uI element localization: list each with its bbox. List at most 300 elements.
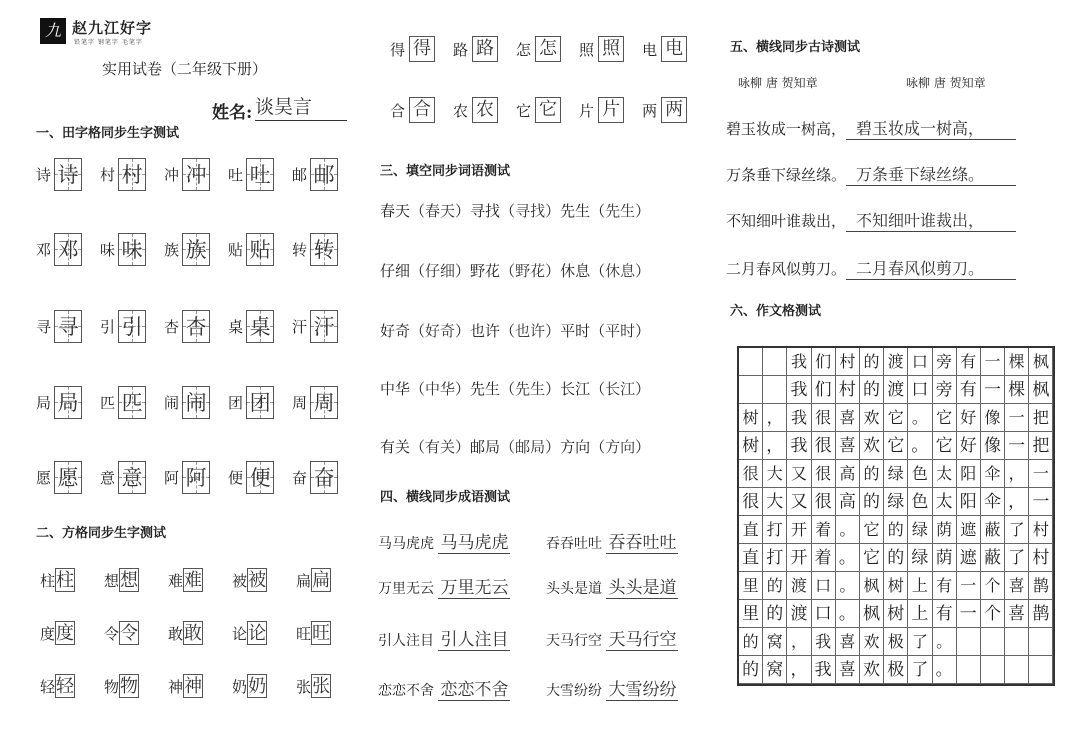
handwritten-char: 吐 <box>249 162 271 187</box>
composition-cell: 渡 <box>787 572 811 600</box>
prompt-char: 物 <box>104 677 120 696</box>
composition-cell: 。 <box>908 432 932 460</box>
composition-cell: 一 <box>957 572 981 600</box>
tianzi-cell <box>310 158 338 191</box>
fill-close: ） <box>545 202 561 220</box>
poem-answer: 碧玉妆成一树高， <box>846 116 1016 140</box>
composition-cell: 。 <box>933 628 957 656</box>
fill-close: ） <box>455 380 471 398</box>
composition-cell: 一 <box>957 600 981 628</box>
composition-cell: 大 <box>763 488 787 516</box>
composition-cell: 树 <box>739 432 763 460</box>
composition-cell <box>763 348 787 376</box>
composition-cell: 我 <box>787 432 811 460</box>
tianzi-cell <box>54 158 82 191</box>
prompt-char: 村 <box>100 165 116 184</box>
composition-cell: 阳 <box>957 488 981 516</box>
prompt-char: 合 <box>390 101 406 120</box>
composition-cell: 口 <box>812 572 836 600</box>
prompt-char: 度 <box>40 624 56 643</box>
poem-prompt: 碧玉妆成一树高， <box>726 120 847 138</box>
composition-cell: 的 <box>860 376 884 404</box>
composition-cell: 我 <box>812 656 836 684</box>
prompt-char: 令 <box>104 624 120 643</box>
composition-cell: 荫 <box>933 516 957 544</box>
prompt-char: 匹 <box>100 393 116 412</box>
handwritten-char: 族 <box>185 237 207 262</box>
fangge-cell: 想 <box>120 570 139 591</box>
prompt-char: 论 <box>232 624 248 643</box>
tianzi-row <box>36 307 356 345</box>
composition-cell <box>739 376 763 404</box>
handwritten-char: 闹 <box>185 390 207 415</box>
composition-cell: 。 <box>836 544 860 572</box>
prompt-char: 团 <box>228 393 244 412</box>
composition-cell: 开 <box>787 516 811 544</box>
composition-cell: 它 <box>884 432 908 460</box>
fill-prompt: 休息（ <box>560 262 606 280</box>
tianzi-cell <box>246 158 274 191</box>
composition-cell: 喜 <box>836 404 860 432</box>
fill-prompt: 方向（ <box>560 438 606 456</box>
idiom-item <box>546 625 678 651</box>
prompt-char: 汗 <box>292 317 308 336</box>
poem-line <box>726 208 1016 232</box>
idiom-prompt: 引人注目 <box>378 633 439 649</box>
poem-line <box>726 256 1016 280</box>
middle-char-row <box>390 97 705 123</box>
composition-cell: 的 <box>739 656 763 684</box>
idiom-prompt: 吞吞吐吐 <box>546 536 607 552</box>
composition-cell: 上 <box>908 572 932 600</box>
fill-close: ） <box>635 438 651 456</box>
composition-grid <box>737 346 1055 686</box>
handwritten-char: 局 <box>57 390 79 415</box>
fill-prompt: 平时（ <box>560 322 606 340</box>
tianzi-cell <box>118 310 146 343</box>
prompt-char: 轻 <box>40 677 56 696</box>
tianzi-cell <box>310 386 338 419</box>
composition-cell: 蔽 <box>981 516 1005 544</box>
composition-cell: 伞 <box>981 488 1005 516</box>
composition-row <box>739 516 1053 544</box>
composition-cell: 树 <box>884 600 908 628</box>
composition-cell: 一 <box>981 376 1005 404</box>
tianzi-cell <box>310 310 338 343</box>
idiom-answer: 恋恋不舍 <box>438 675 510 701</box>
handwritten-char: 寻 <box>57 314 79 339</box>
composition-cell: 们 <box>812 348 836 376</box>
prompt-char: 照 <box>579 40 595 59</box>
fill-prompt: 邮局（ <box>470 438 516 456</box>
fill-answer: 先生 <box>515 380 546 398</box>
fangge-cell: 扁 <box>312 570 331 591</box>
prompt-char: 两 <box>642 101 658 120</box>
composition-cell: 窝 <box>763 656 787 684</box>
tianzi-row <box>36 230 356 268</box>
composition-cell: 色 <box>908 460 932 488</box>
fangge-cell: 轻 <box>56 676 75 697</box>
composition-cell: 色 <box>908 488 932 516</box>
idiom-answer: 头头是道 <box>606 573 678 599</box>
composition-row <box>739 432 1053 460</box>
document-title: 实用试卷（二年级下册） <box>102 60 268 78</box>
poem-prompt: 不知细叶谁裁出， <box>726 212 847 230</box>
fangge-cell: 被 <box>248 570 267 591</box>
fill-close: ） <box>635 262 651 280</box>
fill-answer: 春天 <box>425 202 456 220</box>
composition-cell: 欢 <box>860 404 884 432</box>
poem-answer: 万条垂下绿丝绦。 <box>846 162 1016 186</box>
idiom-item <box>378 675 510 701</box>
composition-cell: 窝 <box>763 628 787 656</box>
composition-cell: 里 <box>739 572 763 600</box>
fangge-cell: 张 <box>312 676 331 697</box>
char-box: 怎 <box>535 36 561 62</box>
composition-cell: 太 <box>933 488 957 516</box>
handwritten-char: 愿 <box>57 465 79 490</box>
composition-cell: 村 <box>1029 516 1053 544</box>
handwritten-char: 阿 <box>185 465 207 490</box>
composition-cell: 它 <box>860 516 884 544</box>
char-box: 路 <box>472 36 498 62</box>
composition-cell: 我 <box>812 628 836 656</box>
composition-cell: 极 <box>884 656 908 684</box>
fill-answer: 好奇 <box>425 322 456 340</box>
composition-cell <box>739 348 763 376</box>
composition-cell: 村 <box>1029 544 1053 572</box>
composition-cell: 鹊 <box>1029 572 1053 600</box>
composition-cell: 遮 <box>957 544 981 572</box>
composition-cell: 枫 <box>1029 376 1053 404</box>
composition-cell: 渡 <box>884 348 908 376</box>
composition-cell: 的 <box>884 516 908 544</box>
fill-row <box>380 260 650 281</box>
handwritten-char: 便 <box>249 465 271 490</box>
prompt-char: 引 <box>100 317 116 336</box>
fill-close: ） <box>635 322 651 340</box>
composition-cell: 一 <box>1029 460 1053 488</box>
composition-cell: 们 <box>812 376 836 404</box>
prompt-char: 杏 <box>164 317 180 336</box>
composition-cell: 打 <box>763 544 787 572</box>
prompt-char: 冲 <box>164 165 180 184</box>
idiom-answer: 大雪纷纷 <box>606 675 678 701</box>
composition-cell: 欢 <box>860 628 884 656</box>
composition-cell: 口 <box>908 348 932 376</box>
idiom-answer: 引人注目 <box>438 625 510 651</box>
fill-answer: 野花 <box>515 262 546 280</box>
composition-cell: 着 <box>812 516 836 544</box>
fill-close: ） <box>545 438 561 456</box>
prompt-char: 片 <box>579 101 595 120</box>
poem-author-right: 咏柳 唐 贺知章 <box>906 76 986 90</box>
composition-cell: 枫 <box>1029 348 1053 376</box>
composition-row <box>739 628 1053 656</box>
poem-line <box>726 116 1016 140</box>
prompt-char: 邮 <box>292 165 308 184</box>
composition-cell: 村 <box>836 348 860 376</box>
composition-cell: 一 <box>1005 404 1029 432</box>
tianzi-cell <box>310 461 338 494</box>
composition-cell: 树 <box>884 572 908 600</box>
fill-row <box>380 436 650 457</box>
composition-cell: 了 <box>1005 544 1029 572</box>
prompt-char: 意 <box>100 468 116 487</box>
fangge-row <box>40 673 360 699</box>
tianzi-cell <box>118 386 146 419</box>
composition-cell: 我 <box>787 404 811 432</box>
handwritten-char: 村 <box>121 162 143 187</box>
tianzi-cell <box>54 461 82 494</box>
composition-cell: ， <box>763 404 787 432</box>
composition-cell: 旁 <box>933 376 957 404</box>
composition-cell: 棵 <box>1005 348 1029 376</box>
composition-cell: ， <box>1005 460 1029 488</box>
fill-prompt: 长江（ <box>560 380 606 398</box>
composition-cell: 喜 <box>836 656 860 684</box>
composition-cell: 很 <box>812 460 836 488</box>
poem-author-left: 咏柳 唐 贺知章 <box>738 76 818 90</box>
composition-cell: 。 <box>836 516 860 544</box>
fill-close: ） <box>545 322 561 340</box>
composition-cell <box>957 628 981 656</box>
fill-answer: 寻找 <box>515 202 546 220</box>
composition-cell: 我 <box>787 348 811 376</box>
composition-cell: 像 <box>981 404 1005 432</box>
idiom-prompt: 万里无云 <box>378 581 439 597</box>
prompt-char: 电 <box>642 40 658 59</box>
fill-answer: 休息 <box>605 262 636 280</box>
prompt-char: 转 <box>292 240 308 259</box>
prompt-char: 被 <box>232 571 248 590</box>
fill-answer: 中华 <box>425 380 456 398</box>
composition-cell: 它 <box>884 404 908 432</box>
section-1-title: 一、田字格同步生字测试 <box>36 126 180 141</box>
composition-cell: 上 <box>908 600 932 628</box>
fill-close: ） <box>635 380 651 398</box>
composition-cell: 喜 <box>1005 600 1029 628</box>
brand-subtitle: 铅笔字 钢笔字 毛笔字 <box>74 39 143 46</box>
fill-prompt: 寻找（ <box>470 202 516 220</box>
prompt-char: 扁 <box>296 571 312 590</box>
composition-cell: 个 <box>981 572 1005 600</box>
idiom-item <box>546 675 678 701</box>
tianzi-cell <box>182 310 210 343</box>
fangge-cell: 令 <box>120 623 139 644</box>
handwritten-char: 匹 <box>121 390 143 415</box>
composition-cell: 直 <box>739 544 763 572</box>
composition-cell: 像 <box>981 432 1005 460</box>
char-box: 电 <box>661 36 687 62</box>
tianzi-cell <box>182 386 210 419</box>
composition-cell: 喜 <box>836 628 860 656</box>
composition-cell: 欢 <box>860 656 884 684</box>
idiom-prompt: 大雪纷纷 <box>546 683 607 699</box>
tianzi-cell <box>246 233 274 266</box>
handwritten-char: 转 <box>313 237 335 262</box>
handwritten-char: 诗 <box>57 162 79 187</box>
composition-cell: 伞 <box>981 460 1005 488</box>
composition-cell: 的 <box>884 544 908 572</box>
composition-cell: 阳 <box>957 460 981 488</box>
section-6-title: 六、作文格测试 <box>730 304 822 319</box>
composition-cell: 大 <box>763 460 787 488</box>
prompt-char: 敢 <box>168 624 184 643</box>
section-3-title: 三、填空同步词语测试 <box>380 164 511 179</box>
composition-cell <box>1029 656 1053 684</box>
tianzi-cell <box>182 158 210 191</box>
composition-cell: 口 <box>908 376 932 404</box>
fangge-cell: 物 <box>120 676 139 697</box>
composition-cell: 把 <box>1029 404 1053 432</box>
composition-cell: 高 <box>836 460 860 488</box>
idiom-item <box>546 528 678 554</box>
prompt-char: 味 <box>100 240 116 259</box>
composition-cell: 很 <box>812 432 836 460</box>
handwritten-char: 奋 <box>313 465 335 490</box>
composition-cell: 很 <box>812 404 836 432</box>
tianzi-cell <box>54 386 82 419</box>
poem-prompt: 万条垂下绿丝绦。 <box>726 166 847 184</box>
prompt-char: 奶 <box>232 677 248 696</box>
composition-cell: 开 <box>787 544 811 572</box>
composition-cell: 。 <box>836 600 860 628</box>
poem-line <box>726 162 1016 186</box>
composition-cell: 好 <box>957 404 981 432</box>
handwritten-char: 桌 <box>249 314 271 339</box>
prompt-char: 柱 <box>40 571 56 590</box>
composition-cell: 喜 <box>1005 572 1029 600</box>
composition-cell: 很 <box>739 460 763 488</box>
prompt-char: 旺 <box>296 624 312 643</box>
composition-cell: 绿 <box>884 488 908 516</box>
composition-cell: 棵 <box>1005 376 1029 404</box>
composition-cell: 绿 <box>908 544 932 572</box>
poem-answer: 二月春风似剪刀。 <box>846 256 1016 280</box>
char-box: 两 <box>661 97 687 123</box>
fill-close: ） <box>455 438 471 456</box>
composition-cell: 渡 <box>787 600 811 628</box>
composition-cell: 又 <box>787 460 811 488</box>
composition-cell: 极 <box>884 628 908 656</box>
fill-answer: 平时 <box>605 322 636 340</box>
composition-cell <box>981 656 1005 684</box>
composition-cell: 一 <box>981 348 1005 376</box>
prompt-char: 愿 <box>36 468 52 487</box>
fill-prompt: 先生（ <box>470 380 516 398</box>
fill-row <box>380 200 650 221</box>
prompt-char: 族 <box>164 240 180 259</box>
name-value: 谈昊言 <box>255 92 347 121</box>
handwritten-char: 贴 <box>249 237 271 262</box>
composition-cell: 打 <box>763 516 787 544</box>
tianzi-cell <box>118 461 146 494</box>
char-box: 它 <box>535 97 561 123</box>
handwritten-char: 冲 <box>185 162 207 187</box>
handwritten-char: 周 <box>313 390 335 415</box>
tianzi-row <box>36 383 356 421</box>
char-box: 照 <box>598 36 624 62</box>
fill-prompt: 有关（ <box>380 438 426 456</box>
fill-prompt: 好奇（ <box>380 322 426 340</box>
composition-row <box>739 656 1053 684</box>
fangge-cell: 度 <box>56 623 75 644</box>
composition-cell <box>1029 628 1053 656</box>
prompt-char: 神 <box>168 677 184 696</box>
composition-row <box>739 600 1053 628</box>
tianzi-row <box>36 155 356 193</box>
char-box: 合 <box>409 97 435 123</box>
composition-cell: 有 <box>933 572 957 600</box>
prompt-char: 周 <box>292 393 308 412</box>
section-2-title: 二、方格同步生字测试 <box>36 526 167 541</box>
composition-cell: 村 <box>836 376 860 404</box>
composition-cell: 树 <box>739 404 763 432</box>
prompt-char: 农 <box>453 101 469 120</box>
idiom-prompt: 马马虎虎 <box>378 536 439 552</box>
prompt-char: 想 <box>104 571 120 590</box>
composition-cell: 的 <box>860 460 884 488</box>
char-box: 得 <box>409 36 435 62</box>
composition-cell: 蔽 <box>981 544 1005 572</box>
composition-cell: 的 <box>860 348 884 376</box>
composition-cell <box>957 656 981 684</box>
handwritten-char: 味 <box>121 237 143 262</box>
composition-cell: 了 <box>908 656 932 684</box>
fill-prompt: 野花（ <box>470 262 516 280</box>
prompt-char: 奋 <box>292 468 308 487</box>
composition-cell: 好 <box>957 432 981 460</box>
prompt-char: 张 <box>296 677 312 696</box>
tianzi-cell <box>118 158 146 191</box>
composition-cell: ， <box>1005 488 1029 516</box>
tianzi-cell <box>54 310 82 343</box>
composition-cell: ， <box>787 628 811 656</box>
char-box: 片 <box>598 97 624 123</box>
prompt-char: 邓 <box>36 240 52 259</box>
composition-cell: 它 <box>933 432 957 460</box>
idiom-item <box>546 573 678 599</box>
section-5-title: 五、横线同步古诗测试 <box>730 40 861 55</box>
idiom-answer: 马马虎虎 <box>438 528 510 554</box>
composition-cell: 荫 <box>933 544 957 572</box>
composition-cell: 口 <box>812 600 836 628</box>
middle-char-row <box>390 36 705 62</box>
idiom-prompt: 天马行空 <box>546 633 607 649</box>
composition-cell: 很 <box>812 488 836 516</box>
tianzi-cell <box>54 233 82 266</box>
fangge-row <box>40 620 360 646</box>
fill-answer: 也许 <box>515 322 546 340</box>
prompt-char: 闹 <box>164 393 180 412</box>
composition-cell: 一 <box>1029 488 1053 516</box>
idiom-prompt: 头头是道 <box>546 581 607 597</box>
section-4-title: 四、横线同步成语测试 <box>380 490 511 505</box>
fangge-cell: 论 <box>248 623 267 644</box>
fill-prompt: 先生（ <box>560 202 606 220</box>
tianzi-cell <box>246 310 274 343</box>
fill-answer: 邮局 <box>515 438 546 456</box>
composition-cell: 的 <box>739 628 763 656</box>
handwritten-char: 引 <box>121 314 143 339</box>
idiom-item <box>378 528 510 554</box>
fill-prompt: 也许（ <box>470 322 516 340</box>
idiom-prompt: 恋恋不舍 <box>378 683 439 699</box>
composition-cell <box>763 376 787 404</box>
handwritten-char: 邓 <box>57 237 79 262</box>
prompt-char: 局 <box>36 393 52 412</box>
